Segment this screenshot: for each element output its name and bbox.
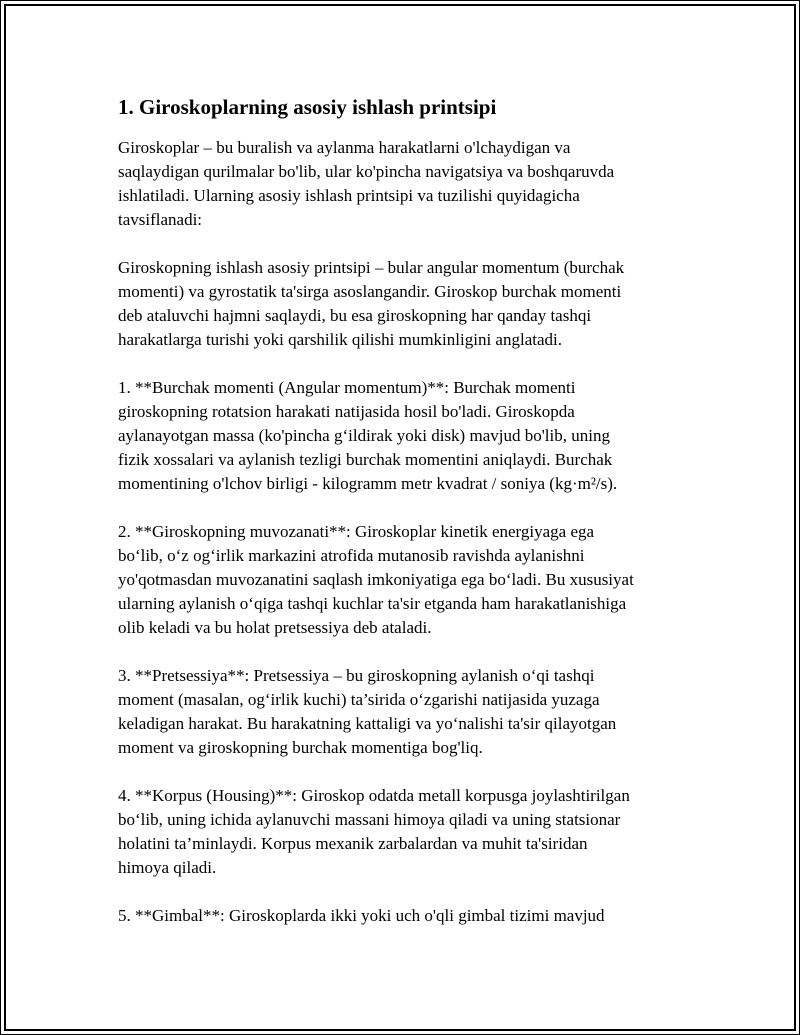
- paragraph-principle: Giroskopning ishlash asosiy printsipi – bular angular momentum (burchak momenti) va gyrostatik ta'sirga asoslangandir. Giroskop burchak momenti deb ataluvchi hajmni saqlaydi, bu esa giroskopning har qanday tashqi harakatlarga turishi yoki qarshilik qilishi mumkinligini anglatadi.: [118, 258, 625, 349]
- document-body: [118, 92, 688, 952]
- paragraph-balance: 2. **Giroskopning muvozanati**: Giroskoplar kinetik energiyaga ega bo‘lib, o‘z og‘irlik markazini atrofida mutanosib ravishda aylanishni yo'qotmasdan muvozanatini saqlash imkoniyatiga ega bo‘ladi. Bu xususiyat ularning aylanish o‘qiga tashqi kuchlar ta'sir etganda ham harakatlanishiga olib keladi va bu holat pretsessiya deb ataladi.: [118, 522, 634, 637]
- paragraph-angular-momentum: 1. **Burchak momenti (Angular momentum)**: Burchak momenti giroskopning rotatsion harakati natijasida hosil bo'ladi. Giroskopda aylanayotgan massa (ko'pincha g‘ildirak yoki disk) mavjud bo'lib, uning fizik xossalari va aylanish tezligi burchak momentini aniqlaydi. Burchak momentining o'lchov birligi - kilogramm metr kvadrat / soniya (kg·m²/s).: [118, 378, 618, 493]
- paragraph-gimbal: 5. **Gimbal**: Giroskoplarda ikki yoki uch o'qli gimbal tizimi mavjud: [118, 906, 605, 925]
- document-title: 1. Giroskoplarning asosiy ishlash printsipi: [118, 95, 497, 119]
- paragraph-housing: 4. **Korpus (Housing)**: Giroskop odatda metall korpusga joylashtirilgan bo‘lib, uning ichida aylanuvchi massani himoya qiladi va uning statsionar holatini ta’minlaydi. Korpus mexanik zarbalardan va muhit ta'siridan himoya qiladi.: [118, 786, 630, 877]
- paragraph-precession: 3. **Pretsessiya**: Pretsessiya – bu giroskopning aylanish o‘qi tashqi moment (masalan, og‘irlik kuchi) ta’sirida o‘zgarishi natijasida yuzaga keladigan harakat. Bu harakatning kattaligi va yo‘nalishi ta'sir qilayotgan moment va giroskopning burchak momentiga bog'liq.: [118, 666, 617, 757]
- paragraph-intro: Giroskoplar – bu buralish va aylanma harakatlarni o'lchaydigan va saqlaydigan qurilmalar bo'lib, ular ko'pincha navigatsiya va boshqaruvda ishlatiladi. Ularning asosiy ishlash printsipi va tuzilishi quyidagicha tavsiflanadi:: [118, 138, 615, 229]
